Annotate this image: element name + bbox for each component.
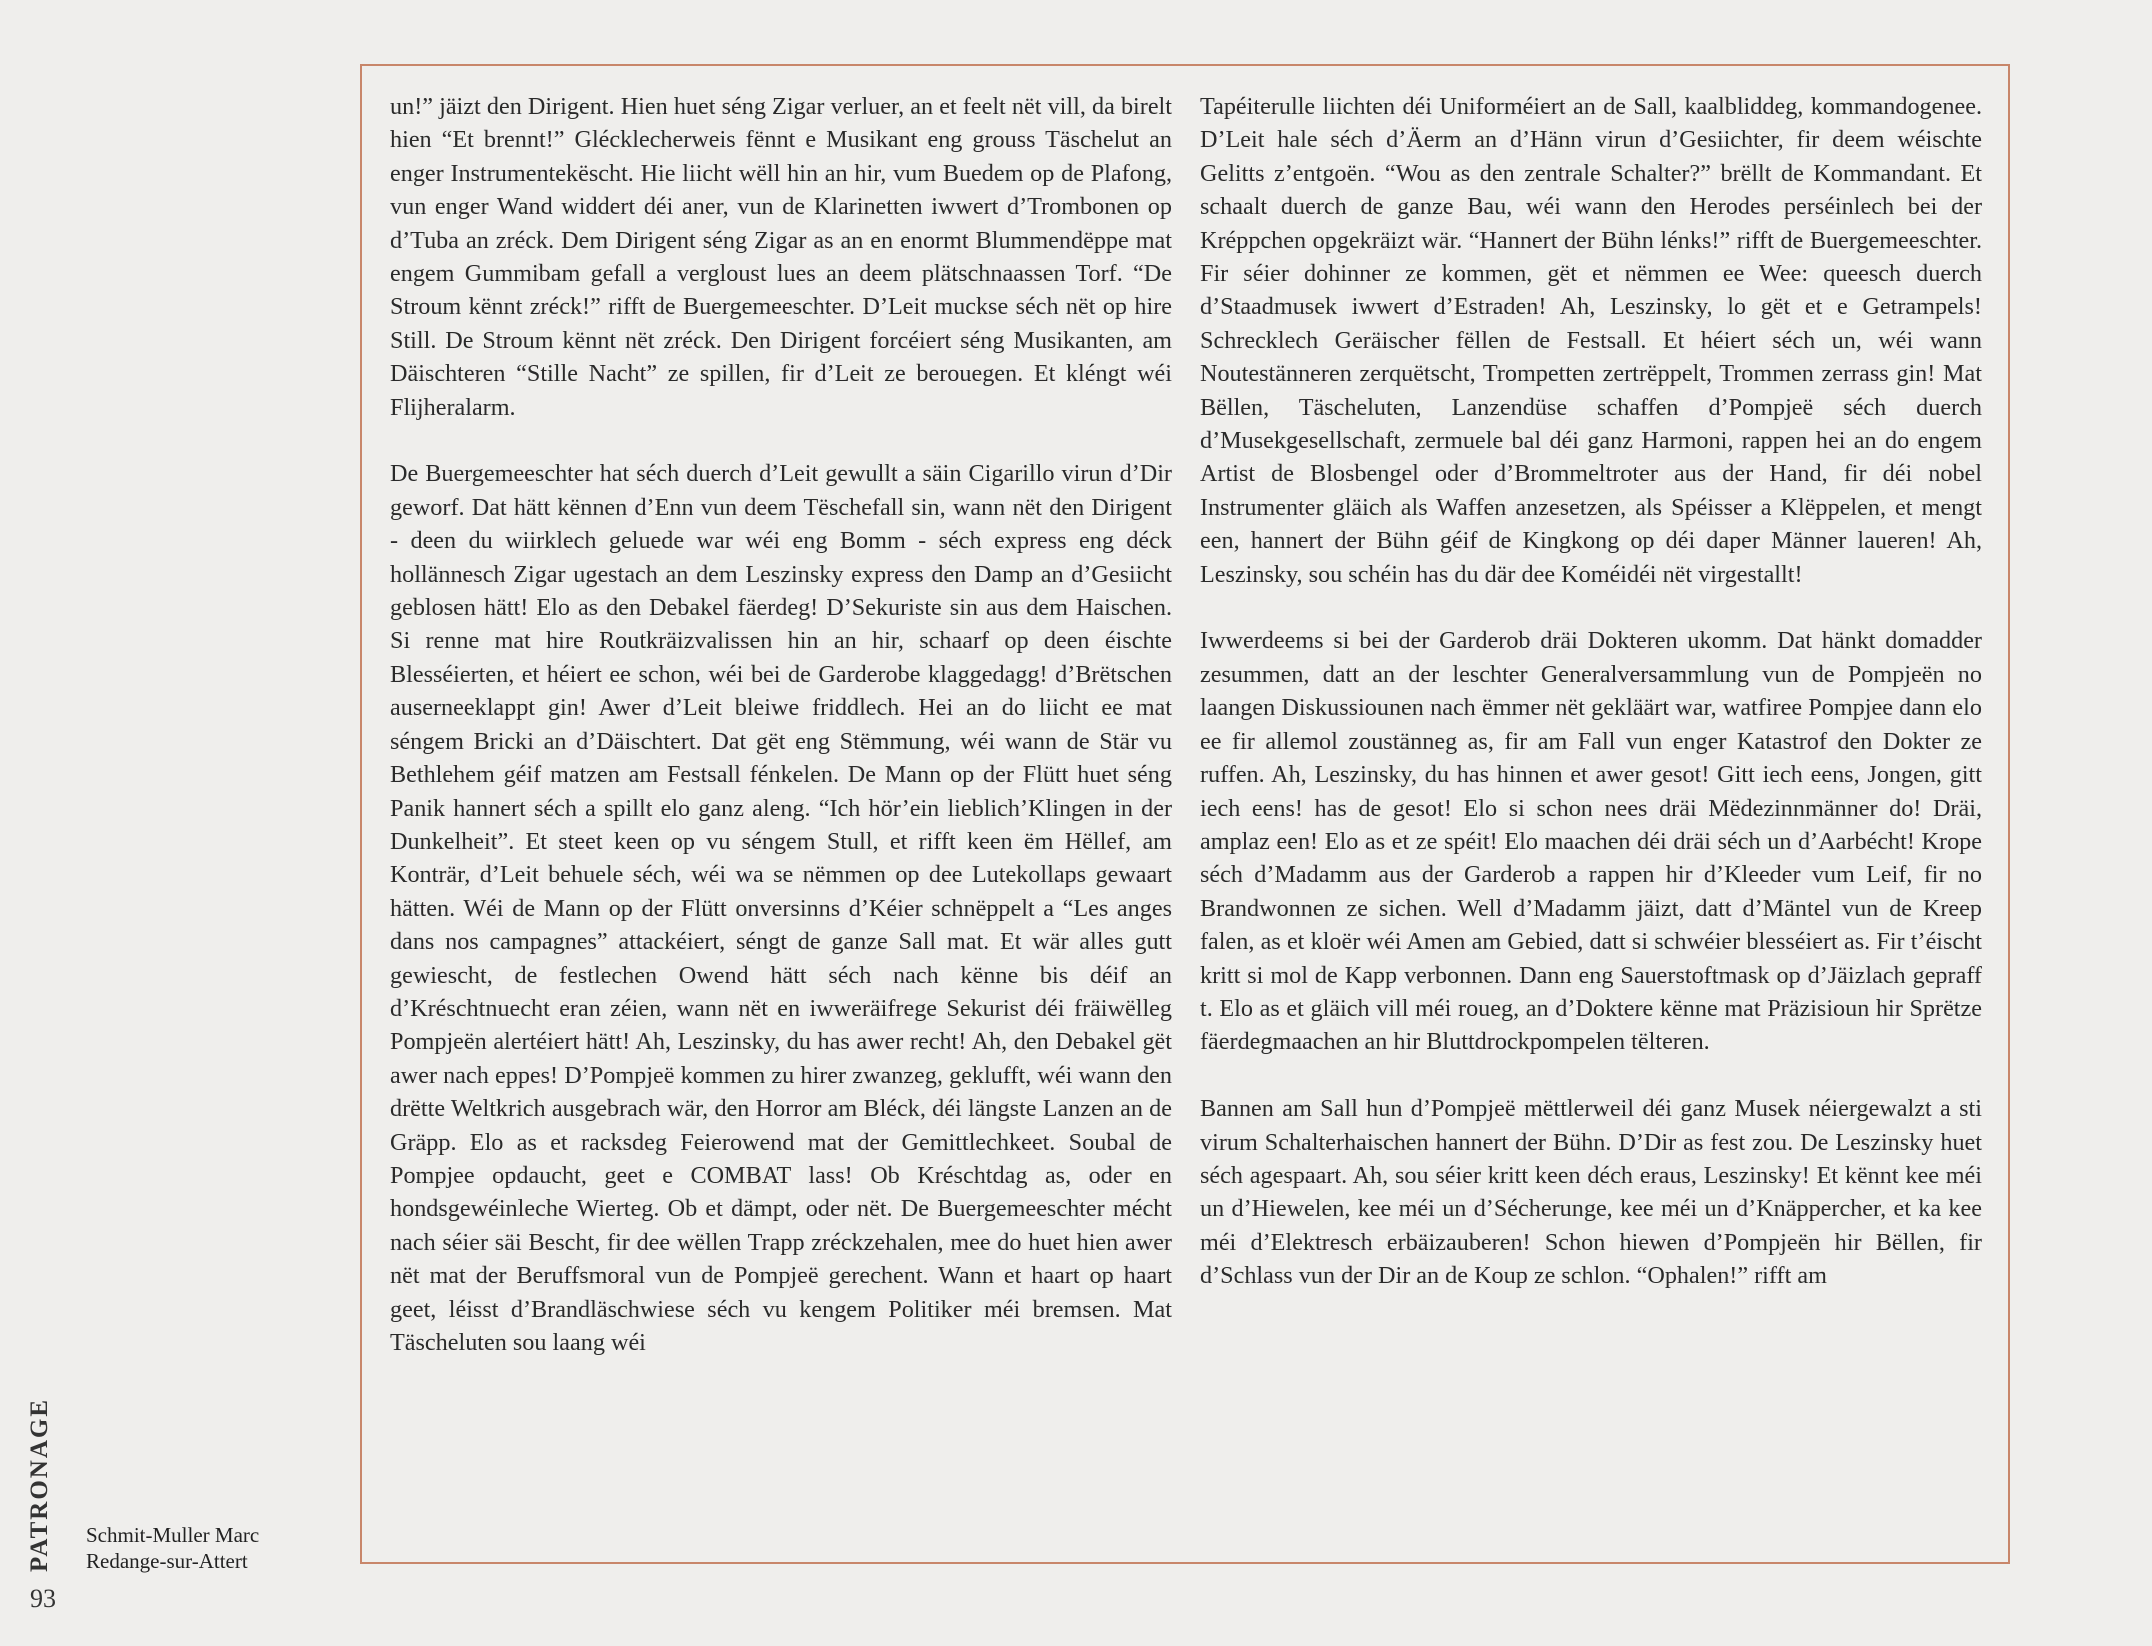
article-frame xyxy=(360,64,2010,1564)
author-place: Redange-sur-Attert xyxy=(86,1549,248,1573)
article-paragraph: Bannen am Sall hun d’Pompjeë mëttlerweil déi ganz Musek néiergewalzt a sti virum Schalterhaischen hannert der Bühn. D’Dir as fest zou. De Leszinsky huet séch agespaart. Ah, sou séier kritt keen déch eraus, Leszinsky! Et kënnt kee méi un d’Hiewelen, kee méi un d’Sécherunge, kee méi un d’Knäppercher, et ka kee méi d’Elektresch erbäizauberen! Schon hiewen d’Pompjeën hir Bëllen, fir d’Schlass vun der Dir an de Koup ze schlon. “Ophalen!” rifft am xyxy=(1200,1095,1982,1290)
article-paragraph: De Buergemeeschter hat séch duerch d’Leit gewullt a säin Cigarillo virun d’Dir geworf. Dat hätt kënnen d’Enn vun deem Tëschefall sin, wann nët den Dirigent - deen du wiirklech geluede war wéi eng Bomm - séch express eng déck hollännesch Zigar ugestach an dem Leszinsky express den Damp an d’Gesiicht geblosen hätt! Elo as den Debakel fäerdeg! D’Sekuriste sin aus dem Haischen. Si renne mat hire Routkräizvalissen hin an hir, schaarf op deen éischte Blesséierten, et héiert ee schon, wéi bei de Garderobe klaggedagg! d’Brëtschen auserneeklappt gin! Awer d’Leit bleiwe friddlech. Hei an do liicht ee mat séngem Bricki an d’Däischtert. Dat gët eng Stëmmung, wéi wann de Stär vu Bethlehem géif matzen am Festsall fénkelen. De Mann op der Flütt huet séng Panik hannert séch a spillt elo ganz aleng. “Ich hör’ein lieblich’Klingen in der Dunkelheit”. Et steet keen op vu séngem Stull, et rifft keen ëm Hëllef, am Konträr, d’Leit behuele séch, wéi wa se nëmmen op dee Lutekollaps gewaart hätten. Wéi de Mann op der Flütt onversinns d’Kéier schnëppelt a “Les anges dans nos campagnes” attackéiert, séngt de ganze Sall mat. Et wär alles gutt gewiescht, de festlechen Owend hätt séch nach kënne bis déif an d’Kréschtnuecht eran zéien, wann nët en iwweräifrege Sekurist déi fräiwëlleg Pompjeën alertéiert hätt! Ah, Leszinsky, du has awer recht! Ah, den Debakel gët awer nach eppes! D’Pompjeë kommen zu hirer zwanzeg, geklufft, wéi wann den drëtte Weltkrich ausgebrach wär, den Horror am Bléck, déi längste Lanzen an de Gräpp. Elo as et racksdeg Feierowend mat der Gemittlechkeet. Soubal de Pompjee opdaucht, geet e COMBAT lass! Ob Kréschtdag as, oder en hondsgewéinleche Wierteg. Ob et dämpt, oder nët. De Buergemeeschter mécht nach séier säi Bescht, fir dee wëllen Trapp zréckzehalen, mee do huet hien awer nët mat der Beruffsmoral vun de Pompjeë gerechent. Wann et haart op haart geet, léisst d’Brandläschwiese séch vu kengem Politiker méi bremsen. Mat Täscheluten sou laang wéi xyxy=(390,460,1172,1357)
page-number: 93 xyxy=(30,1584,56,1613)
author-credit xyxy=(86,1522,259,1574)
article-column-right xyxy=(1200,90,1982,1293)
article-column-left xyxy=(390,90,1172,1359)
section-label: PATRONAGE xyxy=(26,1397,53,1572)
article-paragraph: Tapéiterulle liichten déi Uniforméiert an de Sall, kaalbliddeg, kommandogenee. D’Leit hale séch d’Äerm an d’Hänn virun d’Gesiichter, fir deem wéischte Gelitts z’entgoën. “Wou as den zentrale Schalter?” brëllt de Kommandant. Et schaalt duerch de ganze Bau, wéi wann den Herodes perséinlech bei der Kréppchen opgekräizt wär. “Hannert der Bühn lénks!” rifft de Buergemeeschter. Fir séier dohinner ze kommen, gët et nëmmen ee Wee: queesch duerch d’Staadmusek iwwert d’Estraden! Ah, Leszinsky, lo gët et e Getrampels! Schrecklech Geräischer fëllen de Festsall. Et héiert séch un, wéi wann Noutestänneren zerquëtscht, Trompetten zertrëppelt, Trommen zerrass gin! Mat Bëllen, Täscheluten, Lanzendüse schaffen d’Pompjeë séch duerch d’Musekgesellschaft, zermuele bal déi ganz Harmoni, rappen hei an do engem Artist de Blosbengel oder d’Brommeltroter aus der Hand, fir déi nobel Instrumenter gläich als Waffen anzesetzen, als Spéisser a Klëppelen, et mengt een, hannert der Bühn géif de Kingkong op déi daper Männer laueren! Ah, Leszinsky, sou schéin has du där dee Koméidéi nët virgestallt! xyxy=(1200,93,1982,588)
author-name: Schmit-Muller Marc xyxy=(86,1523,260,1547)
article-paragraph: un!” jäizt den Dirigent. Hien huet séng Zigar verluer, an et feelt nët vill, da birelt hien “Et brennt!” Glécklecherweis fënnt e Musikant eng grouss Täschelut an enger Instrumentekëscht. Hie liicht wëll hin an hir, vum Buedem op de Plafong, vun enger Wand widdert déi aner, vun de Klarinetten iwwert d’Trombonen op d’Tuba an zréck. Dem Dirigent séng Zigar as an en enormt Blummendëppe mat engem Gummibam gefall a vergloust lues an deem plätschnaassen Torf. “De Stroum kënnt zréck!” rifft de Buergemeeschter. D’Leit muckse séch nët op hire Still. De Stroum kënnt nët zréck. Den Dirigent forcéiert séng Musikanten, am Däischteren “Stille Nacht” ze spillen, fir d’Leit ze berouegen. Et kléngt wéi Flijheralarm. xyxy=(390,93,1172,421)
article-paragraph: Iwwerdeems si bei der Garderob dräi Dokteren ukomm. Dat hänkt domadder zesummen, datt an der leschter Generalversammlung vun de Pompjeën no laangen Diskussiounen nach ëmmer nët gekläärt war, watfiree Pompjee dann elo ee fir allemol zoustänneg as, fir am Fall vun enger Katastrof den Dokter ze ruffen. Ah, Leszinsky, du has hinnen et awer gesot! Gitt iech eens, Jongen, gitt iech eens! has de gesot! Elo si schon nees dräi Mëdezinnmänner do! Dräi, amplaz een! Elo as et ze spéit! Elo maachen déi dräi séch un d’Aarbécht! Krope séch d’Madamm aus der Garderob a rappen hir d’Kleeder vum Leif, fir no Brandwonnen ze sichen. Well d’Madamm jäizt, datt d’Mäntel vun de Kreep falen, as et kloër wéi Amen am Gebied, datt si schwéier blesséiert as. Fir t’éischt kritt si mol de Kapp verbonnen. Dann eng Sauerstoftmask op d’Jäizlach gepraff t. Elo as et gläich vill méi roueg, an d’Doktere kënne mat Präzisioun hir Sprëtze fäerdegmaachen an hir Bluttdrockpompelen tëlteren. xyxy=(1200,627,1982,1056)
